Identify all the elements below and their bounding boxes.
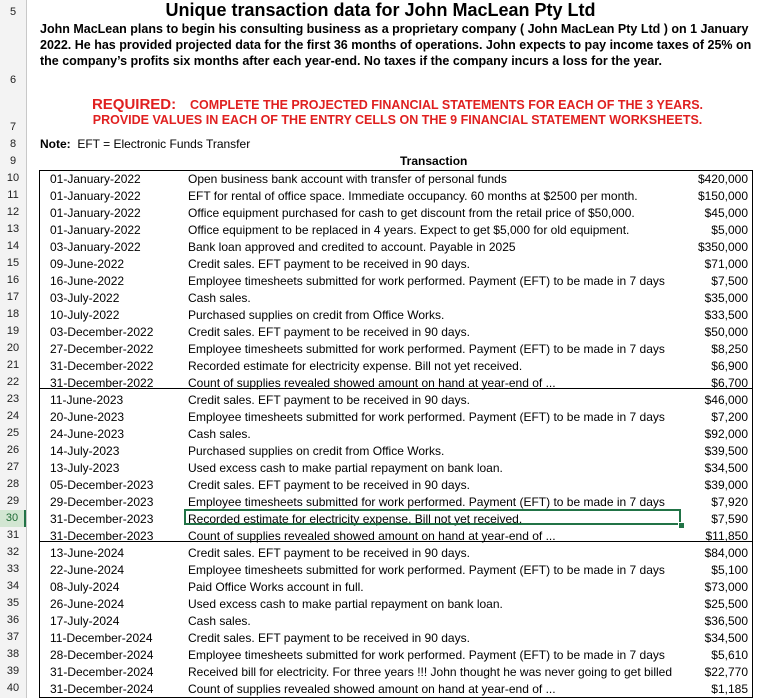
transaction-description[interactable]: Employee timesheets submitted for work performed. Payment (EFT) to be made in 7 days <box>188 648 665 662</box>
row-number[interactable]: 34 <box>6 580 20 592</box>
transaction-date[interactable]: 31-December-2024 <box>50 665 154 679</box>
table-row <box>40 426 752 443</box>
transaction-amount[interactable]: $39,000 <box>704 478 748 492</box>
transaction-description[interactable]: Received bill for electricity. For three years !!! John thought he was never going to get billed <box>188 665 673 679</box>
transaction-date[interactable]: 11-June-2023 <box>50 393 124 407</box>
row-number[interactable]: 13 <box>6 223 20 235</box>
row-number[interactable]: 14 <box>6 240 20 252</box>
transaction-date[interactable]: 20-June-2023 <box>50 410 125 424</box>
transaction-amount[interactable]: $84,000 <box>704 546 748 560</box>
transaction-date[interactable]: 31-December-2023 <box>50 529 154 543</box>
row-number[interactable]: 20 <box>6 342 20 354</box>
transaction-description[interactable]: Used excess cash to make partial repayment on bank loan. <box>188 597 503 611</box>
transaction-amount[interactable]: $25,500 <box>704 597 748 611</box>
transaction-amount[interactable]: $6,900 <box>711 359 748 373</box>
transaction-date[interactable]: 03-July-2022 <box>50 291 120 305</box>
row-number[interactable]: 36 <box>6 614 20 626</box>
table-row <box>40 375 752 392</box>
row-number[interactable]: 30 <box>0 510 26 527</box>
table-row <box>40 545 752 562</box>
transaction-description[interactable]: Credit sales. EFT payment to be received in 90 days. <box>188 325 470 339</box>
active-cell-border[interactable] <box>184 509 681 525</box>
transaction-amount[interactable]: $34,500 <box>704 631 748 645</box>
row-number[interactable]: 18 <box>6 308 20 320</box>
transaction-amount[interactable]: $11,850 <box>705 529 748 543</box>
transaction-date[interactable]: 03-December-2022 <box>50 325 154 339</box>
transaction-date[interactable]: 31-December-2024 <box>50 682 154 696</box>
table-row <box>40 443 752 460</box>
transaction-amount[interactable]: $34,500 <box>704 461 748 475</box>
transaction-amount[interactable]: $5,610 <box>711 648 748 662</box>
transaction-description[interactable]: Recorded estimate for electricity expense. Bill not yet received. <box>188 359 523 373</box>
transaction-date[interactable]: 16-June-2022 <box>50 274 125 288</box>
table-row <box>40 562 752 579</box>
transaction-amount[interactable]: $6,700 <box>711 376 748 390</box>
transaction-description[interactable]: Employee timesheets submitted for work performed. Payment (EFT) to be made in 7 days <box>188 274 665 288</box>
transaction-date[interactable]: 17-July-2024 <box>50 614 120 628</box>
row-number[interactable]: 16 <box>6 274 20 286</box>
table-row <box>40 528 752 545</box>
transaction-description[interactable]: Cash sales. <box>188 614 251 628</box>
row-number[interactable]: 17 <box>6 291 20 303</box>
transaction-date[interactable]: 31-December-2023 <box>50 512 154 526</box>
transaction-description[interactable]: Credit sales. EFT payment to be received in 90 days. <box>188 631 470 645</box>
transaction-amount[interactable]: $46,000 <box>704 393 748 407</box>
table-row <box>40 188 752 205</box>
transaction-description[interactable]: Used excess cash to make partial repayment on bank loan. <box>188 461 503 475</box>
transaction-amount[interactable]: $39,500 <box>704 444 748 458</box>
transaction-date[interactable]: 11-December-2024 <box>50 631 153 645</box>
transaction-description[interactable]: Employee timesheets submitted for work performed. Payment (EFT) to be made in 7 days <box>188 495 665 509</box>
transaction-description[interactable]: Credit sales. EFT payment to be received in 90 days. <box>188 393 470 407</box>
transaction-amount[interactable]: $71,000 <box>704 257 748 271</box>
transaction-date[interactable]: 13-June-2024 <box>50 546 125 560</box>
table-row <box>40 596 752 613</box>
intro-paragraph: John MacLean plans to begin his consulting business as a proprietary company ( John MacLean Pty Ltd ) on 1 January 2022. He has provided projected data for the first 36 months of operations. John expects to pay income taxes of 25% on the company’s profits six months after each year-end. No taxes if the company incurs a loss for the year. <box>40 22 752 68</box>
table-row <box>40 681 752 698</box>
transaction-amount[interactable]: $7,500 <box>711 274 748 288</box>
note-text: EFT = Electronic Funds Transfer <box>77 137 251 151</box>
table-row <box>40 647 752 664</box>
transaction-date[interactable]: 14-July-2023 <box>50 444 120 458</box>
row-number[interactable]: 10 <box>6 172 20 184</box>
row-number[interactable]: 40 <box>6 682 20 694</box>
table-row <box>40 171 752 188</box>
transaction-description[interactable]: Credit sales. EFT payment to be received in 90 days. <box>188 546 470 560</box>
row-number[interactable]: 21 <box>6 359 20 371</box>
transaction-description[interactable]: Credit sales. EFT payment to be received in 90 days. <box>188 257 470 271</box>
transaction-date[interactable]: 26-June-2024 <box>50 597 125 611</box>
transaction-amount[interactable]: $73,000 <box>704 580 748 594</box>
required-text-1: COMPLETE THE PROJECTED FINANCIAL STATEMENTS FOR EACH OF THE 3 YEARS. <box>190 98 704 112</box>
table-row <box>40 664 752 681</box>
transaction-amount[interactable]: $92,000 <box>704 427 748 441</box>
transaction-date[interactable]: 28-December-2024 <box>50 648 154 662</box>
transaction-description[interactable]: Office equipment to be replaced in 4 years. Expect to get $5,000 for old equipment. <box>188 223 630 237</box>
transaction-date[interactable]: 05-December-2023 <box>50 478 154 492</box>
table-row <box>40 579 752 596</box>
row-number[interactable]: 32 <box>6 546 20 558</box>
transaction-amount[interactable]: $5,100 <box>711 563 748 577</box>
table-row <box>40 613 752 630</box>
transaction-description[interactable]: Employee timesheets submitted for work performed. Payment (EFT) to be made in 7 days <box>188 410 665 424</box>
table-row <box>40 392 752 409</box>
transaction-description[interactable]: Paid Office Works account in full. <box>188 580 364 594</box>
row-number[interactable]: 24 <box>6 410 20 422</box>
table-row <box>40 307 752 324</box>
row-number[interactable]: 39 <box>6 665 20 677</box>
transaction-date[interactable]: 31-December-2022 <box>50 376 154 390</box>
row-number[interactable]: 26 <box>6 444 20 456</box>
transaction-amount[interactable]: $350,000 <box>697 240 748 254</box>
row-number[interactable]: 25 <box>6 427 20 439</box>
transaction-description[interactable]: Recorded estimate for electricity expense. Bill not yet received. <box>188 512 523 526</box>
row-number[interactable]: 11 <box>7 189 19 201</box>
transaction-date[interactable]: 24-June-2023 <box>50 427 125 441</box>
transaction-date[interactable]: 22-June-2024 <box>50 563 125 577</box>
transaction-description[interactable]: Employee timesheets submitted for work performed. Payment (EFT) to be made in 7 days <box>188 342 665 356</box>
note-label: Note: <box>40 137 71 151</box>
transaction-date[interactable]: 09-June-2022 <box>50 257 125 271</box>
table-row <box>40 222 752 239</box>
transaction-date[interactable]: 03-January-2022 <box>50 240 141 254</box>
transaction-amount[interactable]: $33,500 <box>704 308 748 322</box>
table-row <box>40 324 752 341</box>
row-number[interactable]: 7 <box>9 121 17 133</box>
row-number[interactable]: 6 <box>9 74 17 86</box>
row-number[interactable]: 22 <box>6 376 20 388</box>
row-number[interactable]: 23 <box>6 393 20 405</box>
row-number[interactable]: 33 <box>6 563 20 575</box>
transaction-date[interactable]: 27-December-2022 <box>50 342 154 356</box>
table-row <box>40 341 752 358</box>
transaction-date[interactable]: 01-January-2022 <box>50 206 141 220</box>
row-number[interactable]: 28 <box>6 478 20 490</box>
page-title: Unique transaction data for John MacLean Pty Ltd <box>165 0 596 20</box>
table-row <box>40 460 752 477</box>
transaction-description[interactable]: Count of supplies revealed showed amount on hand at year-end of ... <box>188 529 556 543</box>
row-number[interactable]: 31 <box>6 529 20 541</box>
row-number[interactable]: 15 <box>6 257 20 269</box>
transaction-date[interactable]: 01-January-2022 <box>50 172 141 186</box>
transactions-table <box>39 170 753 698</box>
table-row <box>40 630 752 647</box>
fill-handle[interactable] <box>678 522 685 529</box>
table-row <box>40 290 752 307</box>
row-number[interactable]: 19 <box>6 325 20 337</box>
transaction-amount[interactable]: $8,250 <box>711 342 748 356</box>
transaction-amount[interactable]: $22,770 <box>704 665 748 679</box>
row-number[interactable]: 29 <box>6 495 20 507</box>
row-number[interactable]: 37 <box>6 631 20 643</box>
transaction-amount[interactable]: $36,500 <box>704 614 748 628</box>
transaction-amount[interactable]: $7,590 <box>711 512 748 526</box>
transaction-description[interactable]: Cash sales. <box>188 427 251 441</box>
transaction-amount[interactable]: $420,000 <box>697 172 748 186</box>
required-text-2: PROVIDE VALUES IN EACH OF THE ENTRY CELLS ON THE 9 FINANCIAL STATEMENT WORKSHEETS. <box>92 113 703 127</box>
transaction-description[interactable]: Purchased supplies on credit from Office Works. <box>188 308 445 322</box>
transaction-amount[interactable]: $1,185 <box>711 682 748 696</box>
transaction-date[interactable]: 10-July-2022 <box>50 308 120 322</box>
transaction-amount[interactable]: $35,000 <box>704 291 748 305</box>
row-number[interactable]: 5 <box>9 6 17 18</box>
transaction-description[interactable]: Credit sales. EFT payment to be received in 90 days. <box>188 478 470 492</box>
row-number[interactable]: 8 <box>9 138 17 150</box>
transaction-amount[interactable]: $7,200 <box>711 410 748 424</box>
table-row <box>40 205 752 222</box>
transaction-description[interactable]: Cash sales. <box>188 291 251 305</box>
transaction-amount[interactable]: $7,920 <box>711 495 748 509</box>
transaction-amount[interactable]: $45,000 <box>704 206 748 220</box>
required-line-1 <box>40 96 755 113</box>
table-row <box>40 273 752 290</box>
row-number[interactable]: 35 <box>6 597 20 609</box>
transaction-date[interactable]: 01-January-2022 <box>50 223 141 237</box>
transaction-amount[interactable]: $5,000 <box>711 223 748 237</box>
transaction-description[interactable]: Employee timesheets submitted for work performed. Payment (EFT) to be made in 7 days <box>188 563 665 577</box>
table-row <box>40 239 752 256</box>
transaction-description[interactable]: Count of supplies revealed showed amount on hand at year-end of ... <box>188 376 556 390</box>
transaction-date[interactable]: 08-July-2024 <box>50 580 120 594</box>
row-header-column[interactable] <box>0 0 27 698</box>
row-number[interactable]: 27 <box>6 461 20 473</box>
transaction-date[interactable]: 29-December-2023 <box>50 495 154 509</box>
row-number[interactable]: 12 <box>6 206 20 218</box>
transaction-date[interactable]: 13-July-2023 <box>50 461 120 475</box>
table-row <box>40 256 752 273</box>
transaction-description[interactable]: Bank loan approved and credited to account. Payable in 2025 <box>188 240 516 254</box>
transaction-description[interactable]: Count of supplies revealed showed amount on hand at year-end of ... <box>188 682 556 696</box>
required-label: REQUIRED: <box>91 96 177 113</box>
transaction-date[interactable]: 01-January-2022 <box>50 189 141 203</box>
transaction-date[interactable]: 31-December-2022 <box>50 359 154 373</box>
row-number[interactable]: 38 <box>6 648 20 660</box>
table-row <box>40 409 752 426</box>
transaction-header: Transaction <box>400 154 468 168</box>
transaction-description[interactable]: Office equipment purchased for cash to get discount from the retail price of $50,000. <box>188 206 635 220</box>
transaction-amount[interactable]: $50,000 <box>704 325 748 339</box>
table-row <box>40 358 752 375</box>
note <box>40 137 250 151</box>
transaction-description[interactable]: EFT for rental of office space. Immediate occupancy. 60 months at $2500 per month. <box>188 189 638 203</box>
transaction-description[interactable]: Purchased supplies on credit from Office Works. <box>188 444 445 458</box>
table-row <box>40 477 752 494</box>
transaction-amount[interactable]: $150,000 <box>697 189 748 203</box>
row-number[interactable]: 9 <box>9 155 17 167</box>
transaction-description[interactable]: Open business bank account with transfer of personal funds <box>188 172 507 186</box>
